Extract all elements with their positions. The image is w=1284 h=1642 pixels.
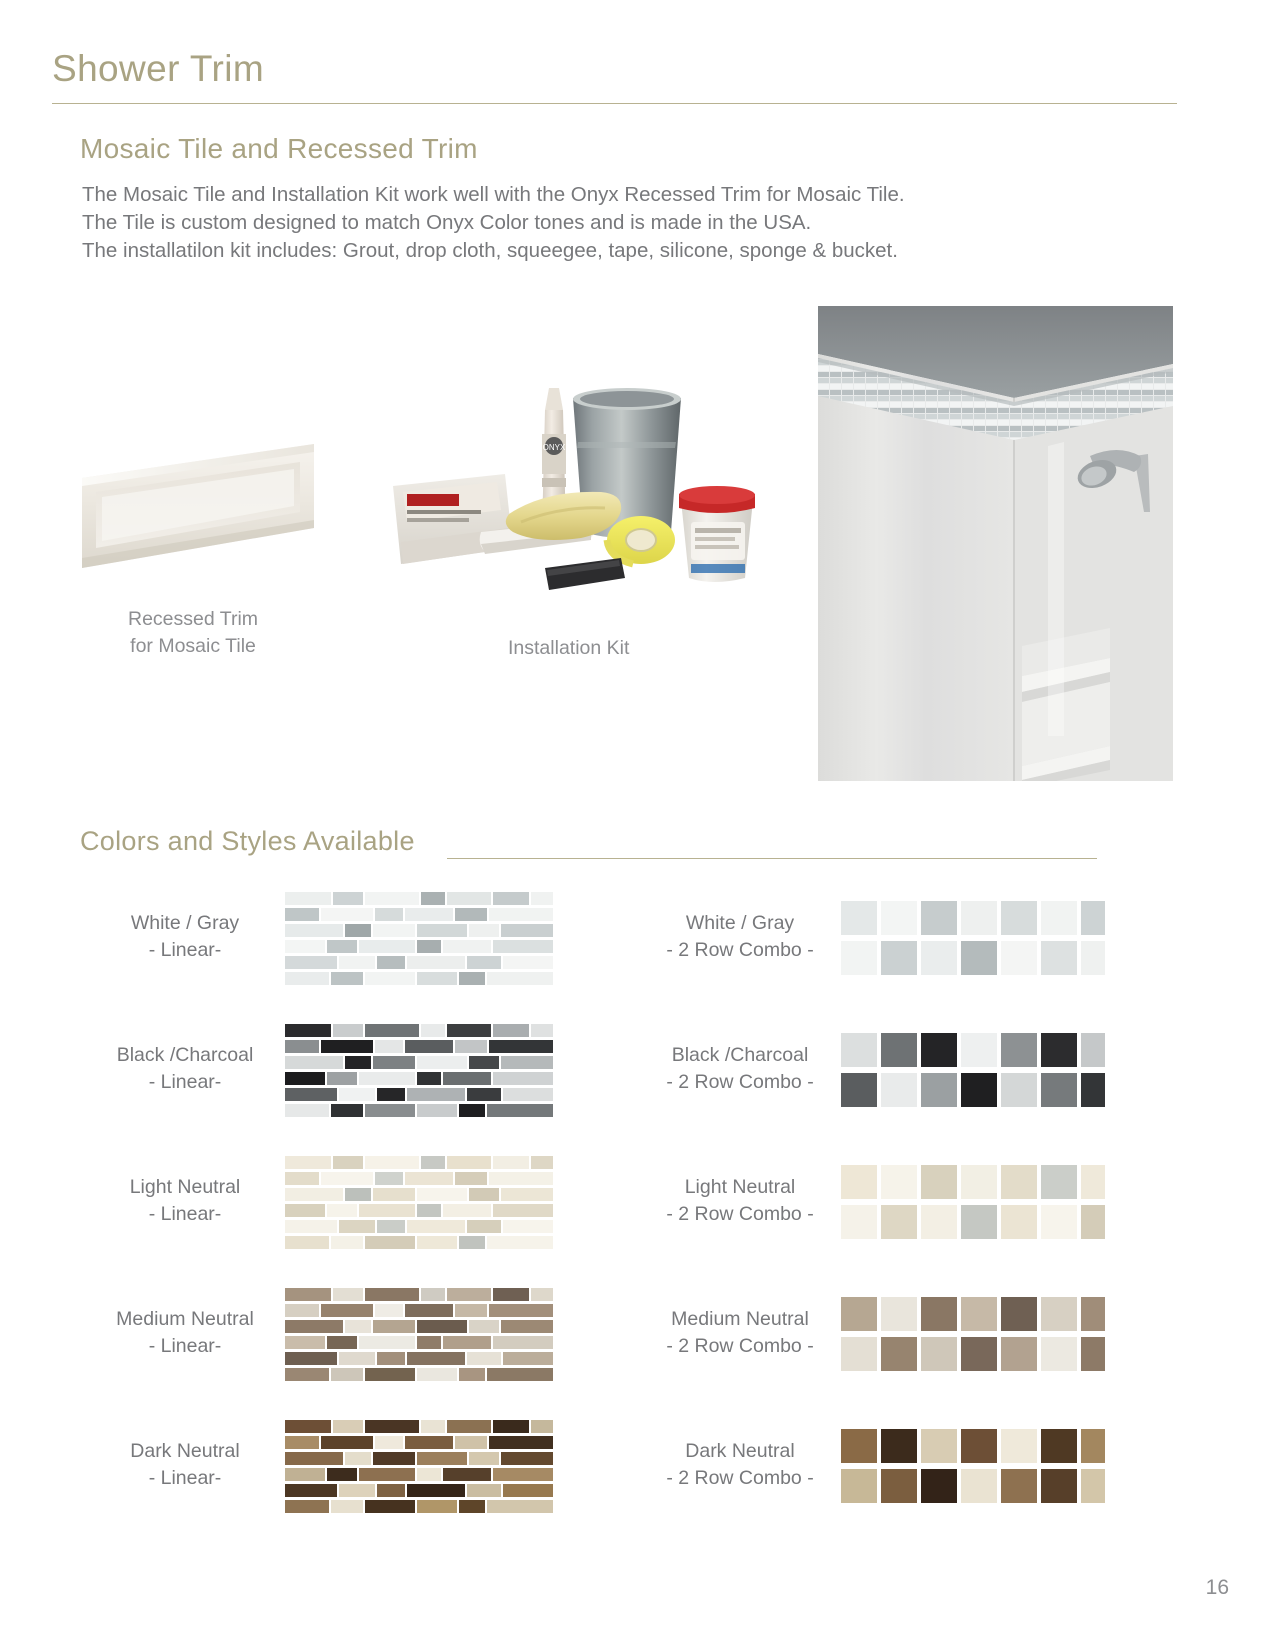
page-title: Shower Trim xyxy=(52,48,265,89)
svg-text:ONYX: ONYX xyxy=(542,443,566,452)
swatch-style: - Linear- xyxy=(148,939,222,961)
swatch-label xyxy=(640,1438,840,1492)
swatch-name: Light Neutral xyxy=(684,1176,796,1198)
swatch-image-black-charcoal-combo xyxy=(836,1018,1108,1124)
swatch-label xyxy=(95,910,275,964)
shower-corner-illustration xyxy=(818,306,1173,781)
swatch-label xyxy=(640,1042,840,1096)
swatch-label xyxy=(640,1306,840,1360)
swatch-row xyxy=(0,1012,1284,1144)
swatch-cell-linear[interactable] xyxy=(95,880,565,1012)
mosaic-combo-illustration xyxy=(836,1018,1108,1124)
swatch-name: Medium Neutral xyxy=(671,1308,809,1330)
intro-line-3: The installatilon kit includes: Grout, drop cloth, squeegee, tape, silicone, sponge & bucket. xyxy=(82,239,898,262)
colors-divider xyxy=(447,858,1097,859)
swatch-image-medium-neutral-combo xyxy=(836,1282,1108,1388)
recessed-trim-caption xyxy=(128,606,258,660)
intro-line-1: The Mosaic Tile and Installation Kit work well with the Onyx Recessed Trim for Mosaic Tile. xyxy=(82,183,905,206)
shower-corner-photo xyxy=(818,306,1173,781)
swatch-cell-combo[interactable] xyxy=(640,1276,1120,1408)
swatch-name: Dark Neutral xyxy=(130,1440,240,1462)
installation-kit-photo xyxy=(385,382,765,612)
intro-line-2: The Tile is custom designed to match Onyx Color tones and is made in the USA. xyxy=(82,211,812,234)
swatch-cell-linear[interactable] xyxy=(95,1012,565,1144)
mosaic-linear-illustration xyxy=(283,1150,555,1256)
swatch-image-medium-neutral-linear xyxy=(283,1282,555,1388)
swatch-cell-linear[interactable] xyxy=(95,1144,565,1276)
swatch-image-white-gray-linear xyxy=(283,886,555,992)
mosaic-linear-illustration xyxy=(283,1018,555,1124)
swatch-image-white-gray-combo xyxy=(836,886,1108,992)
swatch-name: Dark Neutral xyxy=(685,1440,795,1462)
swatch-image-dark-neutral-linear xyxy=(283,1414,555,1520)
caption-line-2: for Mosaic Tile xyxy=(130,635,256,657)
recessed-trim-illustration xyxy=(78,440,318,580)
swatch-name: Light Neutral xyxy=(129,1176,241,1198)
installation-kit-caption: Installation Kit xyxy=(508,637,630,659)
swatch-style: - Linear- xyxy=(148,1467,222,1489)
swatch-style: - 2 Row Combo - xyxy=(666,1071,814,1093)
swatch-style: - 2 Row Combo - xyxy=(666,1467,814,1489)
swatch-image-black-charcoal-linear xyxy=(283,1018,555,1124)
swatch-cell-combo[interactable] xyxy=(640,880,1120,1012)
swatch-name: Medium Neutral xyxy=(116,1308,254,1330)
swatch-label xyxy=(640,1174,840,1228)
swatch-image-light-neutral-linear xyxy=(283,1150,555,1256)
swatch-cell-combo[interactable] xyxy=(640,1012,1120,1144)
title-divider xyxy=(52,103,1177,104)
swatch-image-light-neutral-combo xyxy=(836,1150,1108,1256)
page-number: 16 xyxy=(1205,1576,1229,1599)
caption-line-1: Recessed Trim xyxy=(128,608,259,630)
intro-paragraph xyxy=(82,181,1032,265)
mosaic-combo-illustration xyxy=(836,886,1108,992)
section-heading-colors: Colors and Styles Available xyxy=(80,826,415,856)
swatch-name: White / Gray xyxy=(130,912,240,934)
swatch-row xyxy=(0,1144,1284,1276)
mosaic-combo-illustration xyxy=(836,1414,1108,1520)
installation-kit-illustration xyxy=(385,382,765,612)
swatch-name: Black /Charcoal xyxy=(116,1044,254,1066)
mosaic-linear-illustration xyxy=(283,1282,555,1388)
swatch-style: - 2 Row Combo - xyxy=(666,1203,814,1225)
swatch-style: - Linear- xyxy=(148,1203,222,1225)
swatch-row xyxy=(0,1408,1284,1540)
swatch-cell-combo[interactable] xyxy=(640,1408,1120,1540)
swatch-cell-linear[interactable] xyxy=(95,1408,565,1540)
swatch-style: - 2 Row Combo - xyxy=(666,939,814,961)
mosaic-linear-illustration xyxy=(283,1414,555,1520)
swatch-style: - Linear- xyxy=(148,1071,222,1093)
swatch-label xyxy=(95,1042,275,1096)
swatch-name: White / Gray xyxy=(685,912,795,934)
swatch-row xyxy=(0,1276,1284,1408)
swatch-grid xyxy=(0,880,1284,1540)
swatch-cell-linear[interactable] xyxy=(95,1276,565,1408)
recessed-trim-photo xyxy=(78,440,318,580)
swatch-style: - Linear- xyxy=(148,1335,222,1357)
swatch-label xyxy=(95,1174,275,1228)
swatch-image-dark-neutral-combo xyxy=(836,1414,1108,1520)
swatch-label xyxy=(95,1438,275,1492)
section-heading-mosaic: Mosaic Tile and Recessed Trim xyxy=(80,133,478,164)
swatch-name: Black /Charcoal xyxy=(671,1044,809,1066)
swatch-style: - 2 Row Combo - xyxy=(666,1335,814,1357)
swatch-cell-combo[interactable] xyxy=(640,1144,1120,1276)
swatch-label xyxy=(95,1306,275,1360)
swatch-row xyxy=(0,880,1284,1012)
product-photo-area xyxy=(0,290,1284,800)
mosaic-linear-illustration xyxy=(283,886,555,992)
mosaic-combo-illustration xyxy=(836,1150,1108,1256)
mosaic-combo-illustration xyxy=(836,1282,1108,1388)
swatch-label xyxy=(640,910,840,964)
